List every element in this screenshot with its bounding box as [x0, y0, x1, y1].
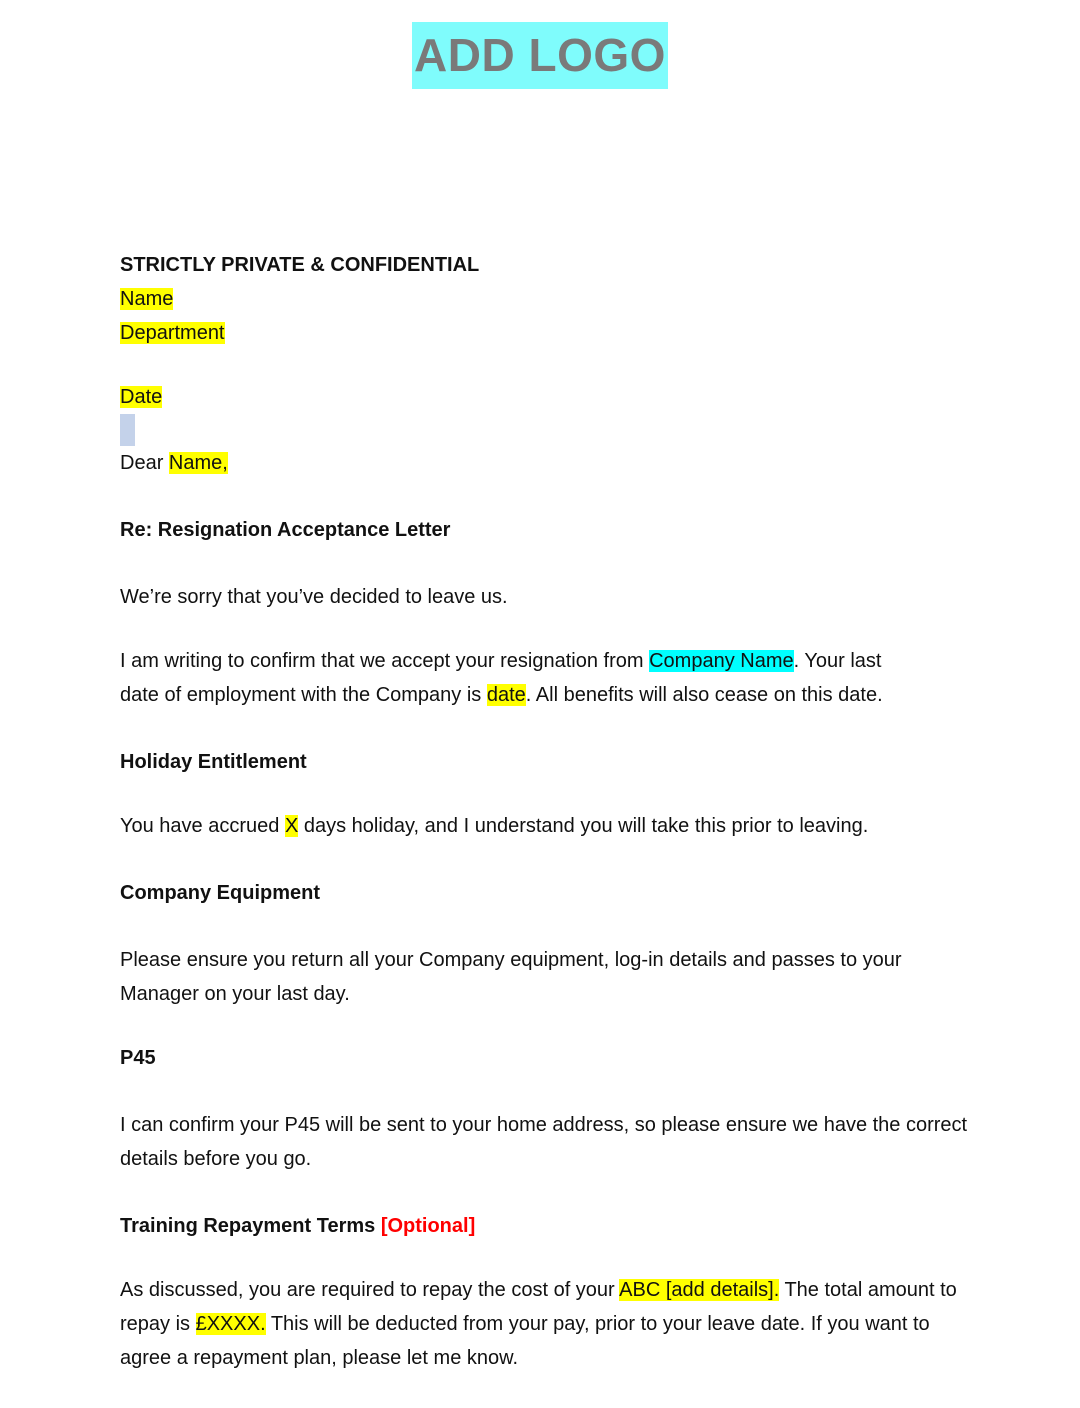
last-date: date: [486, 684, 526, 706]
holiday-paragraph: You have accrued X days holiday, and I understand you will take this prior to leaving.: [120, 815, 869, 837]
p45-line-1: I can confirm your P45 will be sent to your home address, so please ensure we have the correct: [120, 1114, 968, 1136]
training-line-2: repay is £XXXX. This will be deducted from your pay, prior to your leave date. If you want to: [120, 1313, 930, 1335]
department-line: [120, 316, 1055, 350]
equipment-line-2: Manager on your last day.: [120, 983, 350, 1005]
confirm-paragraph-line-1: I am writing to confirm that we accept your resignation from Company Name. Your last: [120, 650, 882, 672]
subject-line: Re: Resignation Acceptance Letter: [120, 519, 451, 541]
training-line-1: As discussed, you are required to repay the cost of your ABC [add details]. The total amount to: [120, 1279, 957, 1301]
recipient-name: Name: [120, 288, 174, 310]
holiday-days: X: [284, 815, 299, 837]
salutation-name: Name,: [168, 452, 228, 474]
text-cursor-selection: [120, 414, 135, 446]
training-heading: Training Repayment Terms [Optional]: [120, 1215, 476, 1237]
repay-amount: £XXXX.: [195, 1313, 266, 1335]
salutation: [120, 446, 1055, 480]
confidential-heading: STRICTLY PRIVATE & CONFIDENTIAL: [120, 254, 480, 276]
p45-heading: P45: [120, 1047, 156, 1069]
optional-tag: [Optional]: [380, 1215, 476, 1237]
p45-line-2: details before you go.: [120, 1148, 312, 1170]
holiday-heading: Holiday Entitlement: [120, 751, 307, 773]
department: Department: [120, 322, 225, 344]
recipient-name-line: [120, 282, 1055, 316]
salutation-prefix: Dear: [120, 452, 169, 474]
confirm-paragraph-line-2: date of employment with the Company is date. All benefits will also cease on this date.: [120, 684, 883, 706]
training-line-3: agree a repayment plan, please let me know.: [120, 1347, 519, 1369]
logo-placeholder: ADD LOGO: [412, 22, 668, 89]
letter-date: Date: [120, 386, 163, 408]
intro-paragraph: We’re sorry that you’ve decided to leave us.: [120, 586, 508, 608]
company-name: Company Name: [649, 650, 794, 672]
logo-area: [0, 22, 1080, 89]
training-course: ABC [add details].: [619, 1279, 780, 1301]
date-line: [120, 380, 1055, 414]
equipment-line-1: Please ensure you return all your Company equipment, log-in details and passes to your: [120, 949, 902, 971]
equipment-heading: Company Equipment: [120, 882, 321, 904]
letter-body: [120, 248, 1055, 1375]
